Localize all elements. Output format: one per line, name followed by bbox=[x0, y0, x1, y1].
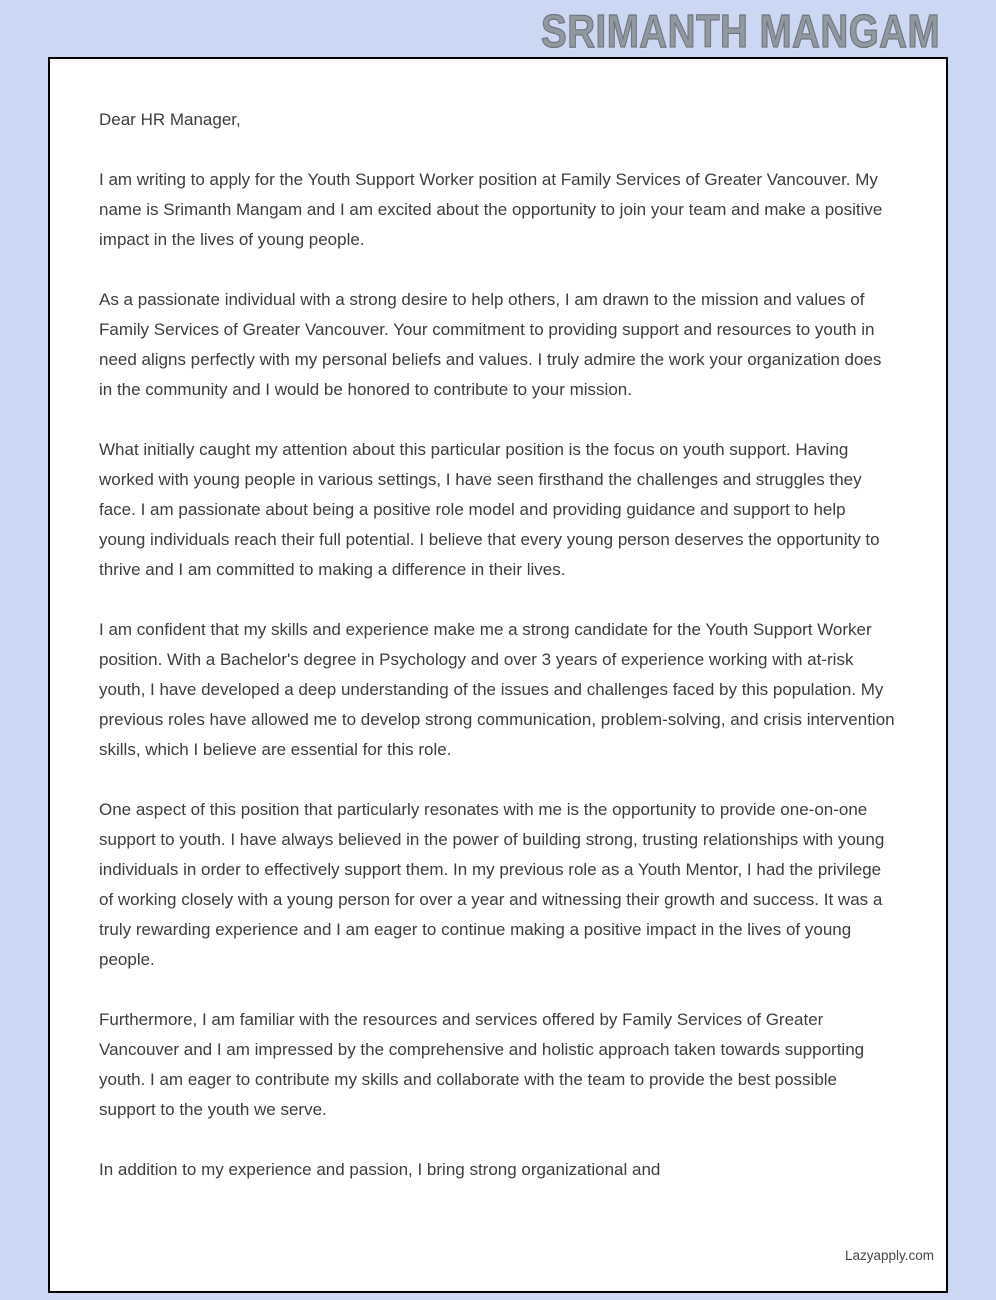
document-page bbox=[48, 57, 948, 1293]
letter-paragraph: Furthermore, I am familiar with the resources and services offered by Family Services of Greater Vancouver and I am impressed by the comprehensive and holistic approach taken towards supporting youth. I am eager to contribute my skills and collaborate with the team to provide the best possible support to the youth we serve. bbox=[99, 1010, 865, 1119]
letter-paragraph: I am writing to apply for the Youth Support Worker position at Family Services of Greater Vancouver. My name is Srimanth Mangam and I am excited about the opportunity to join your team and make a positive impact in the lives of young people. bbox=[99, 170, 883, 249]
header-name: SRIMANTH MANGAM bbox=[540, 5, 940, 57]
letter-paragraph: I am confident that my skills and experience make me a strong candidate for the Youth Support Worker position. With a Bachelor's degree in Psychology and over 3 years of experience working with at-risk youth, I have developed a deep understanding of the issues and challenges faced by this population. My previous roles have allowed me to develop strong communication, problem-solving, and crisis intervention skills, which I believe are essential for this role. bbox=[99, 620, 895, 759]
letter-paragraph: What initially caught my attention about this particular position is the focus on youth support. Having worked with young people in various settings, I have seen firsthand the challenges and struggles they face. I am passionate about being a positive role model and providing guidance and support to help young individuals reach their full potential. I believe that every young person deserves the opportunity to thrive and I am committed to making a difference in their lives. bbox=[99, 440, 880, 579]
letter-paragraph: As a passionate individual with a strong desire to help others, I am drawn to the mission and values of Family Services of Greater Vancouver. Your commitment to providing support and resources to youth in need aligns perfectly with my personal beliefs and values. I truly admire the work your organization does in the community and I would be honored to contribute to your mission. bbox=[99, 290, 882, 399]
watermark: Lazyapply.com bbox=[844, 1248, 934, 1263]
letter-paragraph: In addition to my experience and passion, I bring strong organizational and bbox=[99, 1160, 661, 1179]
cover-letter bbox=[99, 105, 896, 1185]
letter-salutation: Dear HR Manager, bbox=[99, 110, 241, 129]
letter-paragraph: One aspect of this position that particularly resonates with me is the opportunity to provide one-on-one support to youth. I have always believed in the power of building strong, trusting relationships with young individuals in order to effectively support them. In my previous role as a Youth Mentor, I had the privilege of working closely with a young person for over a year and witnessing their growth and success. It was a truly rewarding experience and I am eager to continue making a positive impact in the lives of young people. bbox=[99, 800, 885, 969]
